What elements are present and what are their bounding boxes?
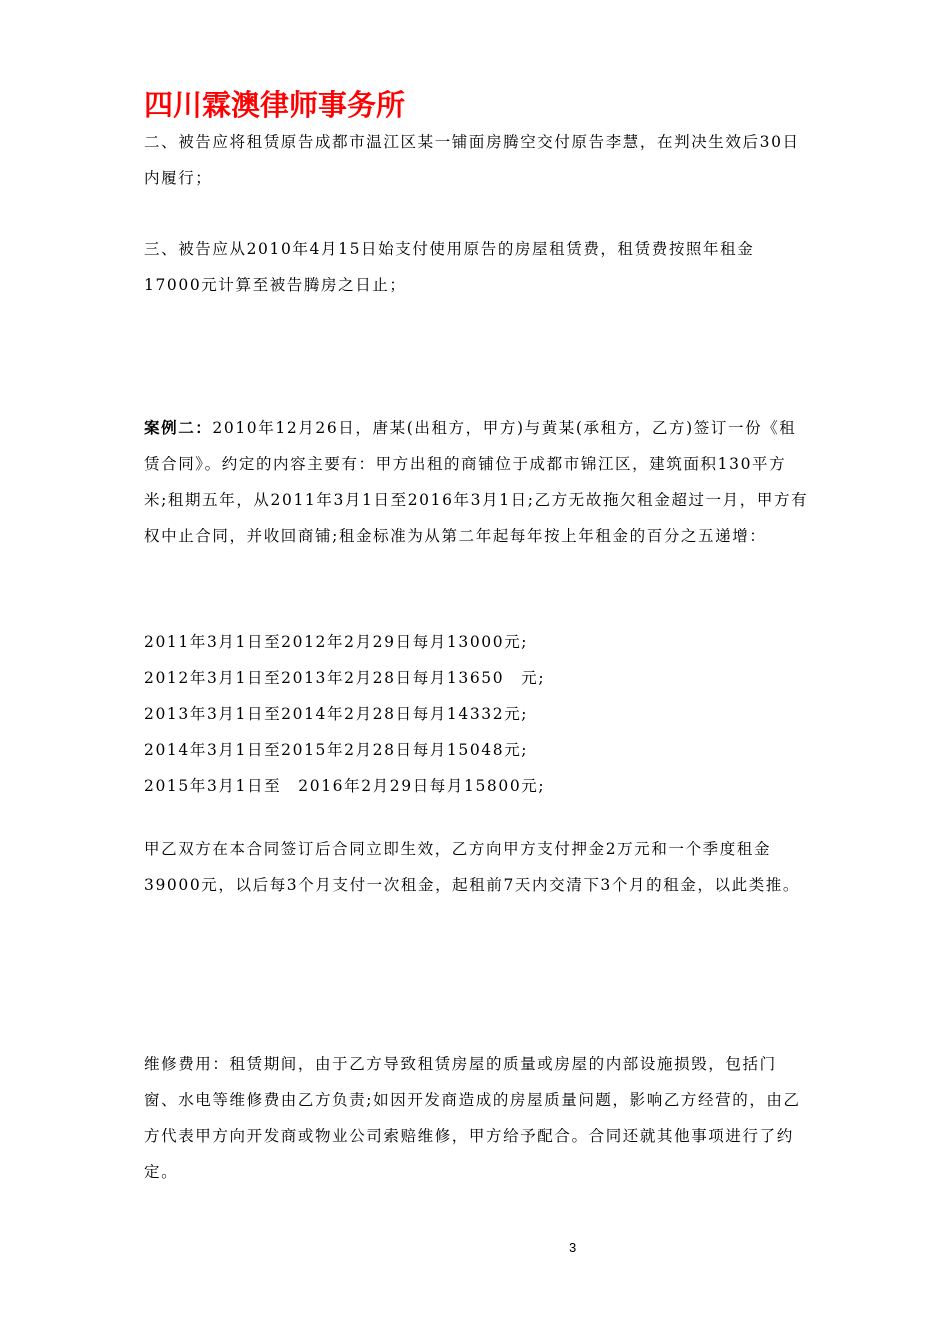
case2-label: 案例二： (144, 418, 213, 437)
rent-schedule-item: 2011年3月1日至2012年2月29日每月13000元; (144, 633, 529, 651)
rent-schedule-list (144, 624, 809, 804)
law-firm-header: 四川霖澳律师事务所 (144, 88, 406, 122)
judgment-item-2: 二、被告应将租赁原告成都市温江区某一铺面房腾空交付原告李慧，在判决生效后30日内履行； (144, 133, 800, 187)
case2-intro-paragraph (144, 410, 809, 554)
rent-schedule-item: 2012年3月1日至2013年2月28日每月13650 元; (144, 669, 546, 687)
rent-schedule-item: 2013年3月1日至2014年2月28日每月14332元; (144, 705, 529, 723)
case2-intro-text: 2010年12月26日，唐某(出租方，甲方)与黄某(承租方，乙方)签订一份《租赁合同》。约定的内容主要有：甲方出租的商铺位于成都市锦江区，建筑面积130平方米;租期五年，从2011年3月1日至2016年3月1日;乙方无故拖欠租金超过一月，甲方有权中止合同，并收回商铺;租金标准为从第二年起每年按上年租金的百分之五递增： (144, 419, 809, 545)
rent-schedule-item: 2015年3月1日至 2016年2月29日每月15800元; (144, 777, 546, 795)
judgment-item-3: 三、被告应从2010年4月15日始支付使用原告的房屋租赁费，租赁费按照年租金17000元计算至被告腾房之日止； (144, 240, 755, 294)
rent-schedule-item: 2014年3月1日至2015年2月28日每月15048元; (144, 741, 529, 759)
page-number: 3 (569, 1240, 577, 1255)
repair-clause-paragraph: 维修费用：租赁期间，由于乙方导致租赁房屋的质量或房屋的内部设施损毁，包括门窗、水电等维修费由乙方负责;如因开发商造成的房屋质量问题，影响乙方经营的，由乙方代表甲方向开发商或物业公司索赔维修，甲方给予配合。合同还就其他事项进行了约定。 (144, 1055, 801, 1181)
deposit-clause-paragraph: 甲乙双方在本合同签订后合同立即生效，乙方向甲方支付押金2万元和一个季度租金39000元，以后每3个月支付一次租金，起租前7天内交清下3个月的租金，以此类推。 (144, 840, 800, 894)
